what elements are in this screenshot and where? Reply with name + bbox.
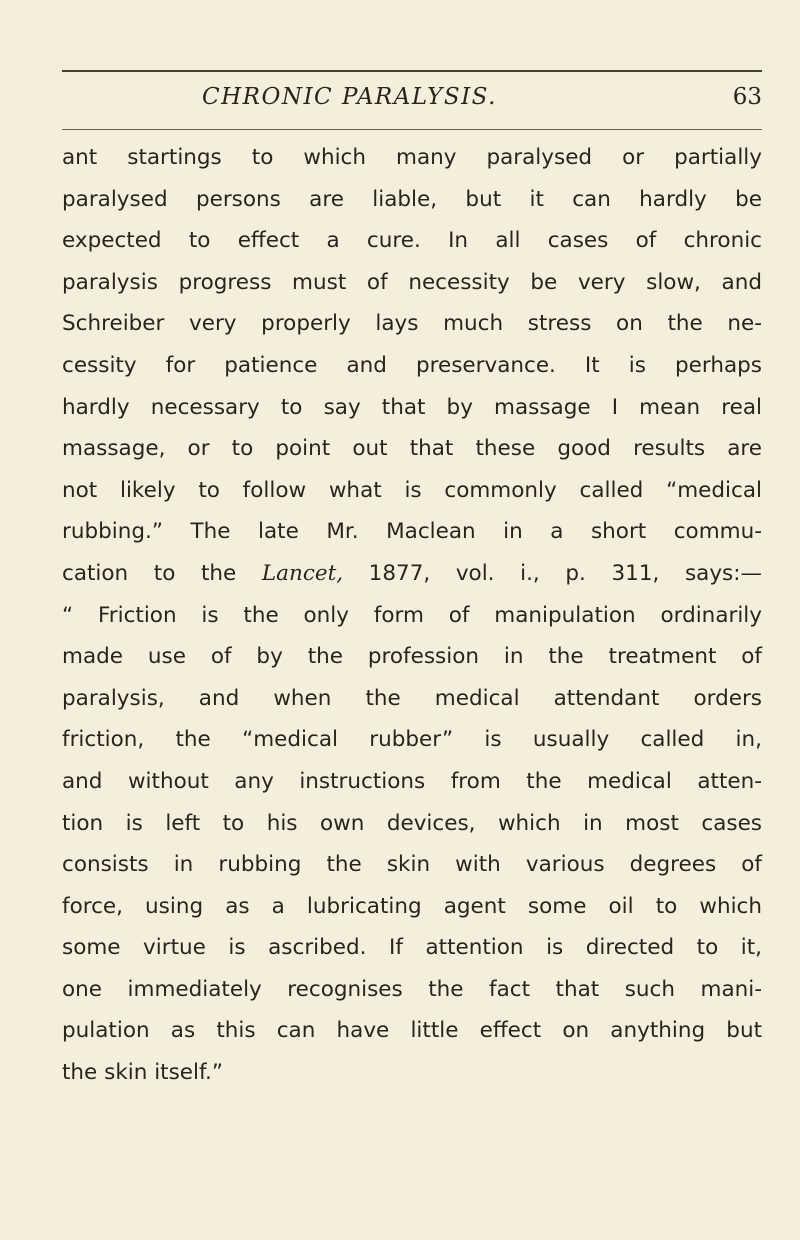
text-line-last: the skin itself.” [62,1060,223,1086]
text-line: force, using as a lubricating agent some oil to which [62,893,762,919]
running-header [62,84,762,120]
text-line: Schreiber very properly lays much stress on the ne- [62,311,762,337]
text-line: some virtue is ascribed. If attention is directed to it, [62,935,762,961]
text-line: tion is left to his own devices, which in most cases [62,810,762,836]
text-line: not likely to follow what is commonly called “medical [62,477,762,503]
text-line-citation [62,553,762,595]
top-rule [62,70,762,72]
text-line: paralysed persons are liable, but it can hardly be [62,186,762,212]
text-line: cessity for patience and preservance. It is perhaps [62,352,762,378]
text-line: friction, the “medical rubber” is usually called in, [62,727,762,753]
text-line: one immediately recognises the fact that such mani- [62,976,762,1002]
text-line: expected to effect a cure. In all cases of chronic [62,228,762,254]
text-line: hardly necessary to say that by massage I mean real [62,394,762,420]
text-line: paralysis, and when the medical attendant orders [62,685,762,711]
body-text [62,137,762,1094]
text-line: ant startings to which many paralysed or partially [62,145,762,170]
text-line: pulation as this can have little effect on anything but [62,1018,762,1044]
page-number: 63 [732,84,762,110]
text-line: made use of by the profession in the treatment of [62,644,762,670]
text-line: and without any instructions from the medical atten- [62,768,762,794]
text-line: paralysis progress must of necessity be very slow, and [62,269,762,295]
text-line: consists in rubbing the skin with various degrees of [62,852,762,878]
header-rule [62,129,762,130]
text-line: “ Friction is the only form of manipulation ordinarily [62,602,762,628]
text-line: massage, or to point out that these good results are [62,436,762,462]
citation-before: cation to the [62,560,262,586]
journal-title: Lancet, [261,560,344,586]
text-line: rubbing.” The late Mr. Maclean in a short commu- [62,519,762,545]
running-title: CHRONIC PARALYSIS. [202,84,497,110]
citation-after: 1877, vol. i., p. 311, says:— [343,560,762,586]
